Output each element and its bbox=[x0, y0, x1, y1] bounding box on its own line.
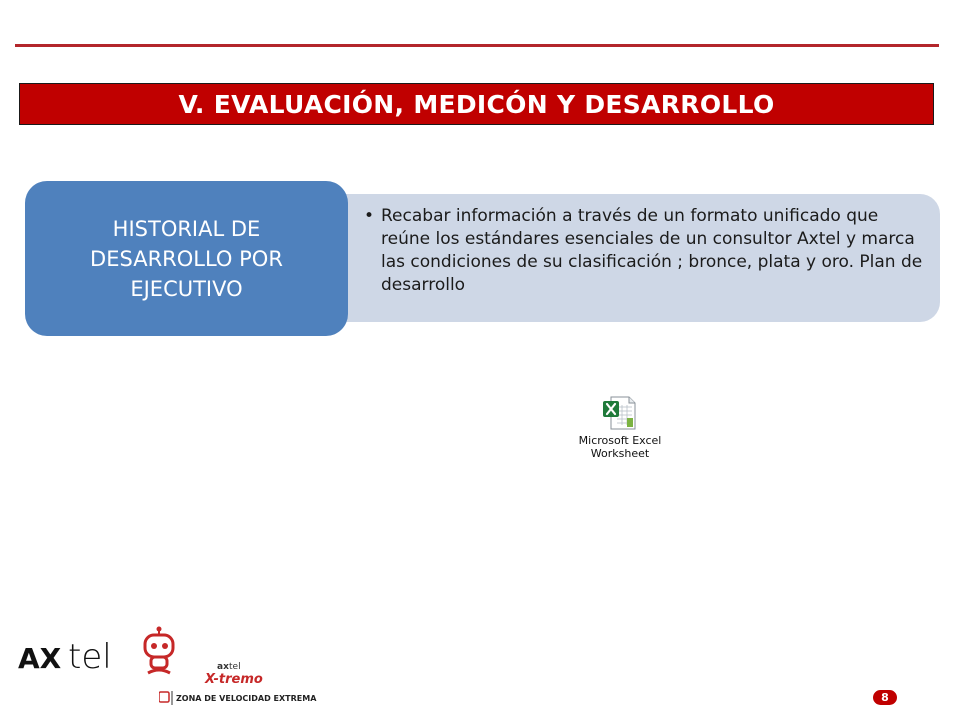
title-banner bbox=[19, 83, 934, 125]
slide-title: V. EVALUACIÓN, MEDICÓN Y DESARROLLO bbox=[178, 89, 775, 119]
top-divider bbox=[15, 44, 939, 47]
heading-box bbox=[25, 181, 348, 336]
svg-text:ZONA DE VELOCIDAD EXTREMA: ZONA DE VELOCIDAD EXTREMA bbox=[176, 694, 317, 703]
svg-text:X-tremo: X-tremo bbox=[205, 672, 263, 687]
file-caption-line2: Worksheet bbox=[590, 447, 650, 460]
heading-text: HISTORIAL DE DESARROLLO POR EJECUTIVO bbox=[90, 216, 283, 301]
detail-list bbox=[364, 205, 924, 297]
file-caption-line1: Microsoft Excel bbox=[578, 434, 662, 447]
excel-file-icon bbox=[600, 395, 640, 431]
svg-text:tel: tel bbox=[229, 662, 241, 672]
svg-text:AX: AX bbox=[18, 642, 62, 675]
axtel-logo bbox=[16, 632, 126, 680]
detail-list-item bbox=[364, 205, 924, 297]
detail-text: Recabar información a través de un formato unificado que reúne los estándares esenciales de un consultor Axtel y marca las condiciones de su clasificación ; bronce, plata y oro. Plan de desarrollo bbox=[381, 206, 923, 295]
svg-text:tel: tel bbox=[68, 637, 112, 677]
file-caption bbox=[570, 434, 670, 460]
embedded-excel-object[interactable] bbox=[570, 395, 670, 460]
mascot-icon bbox=[135, 626, 183, 676]
tagline-graphic bbox=[159, 690, 319, 706]
tagline-logo bbox=[159, 690, 319, 706]
page-number-badge: 8 bbox=[873, 690, 897, 705]
svg-text:ax: ax bbox=[217, 662, 229, 672]
axtel-xtremo-logo bbox=[197, 658, 267, 688]
bullet: • bbox=[364, 206, 375, 226]
